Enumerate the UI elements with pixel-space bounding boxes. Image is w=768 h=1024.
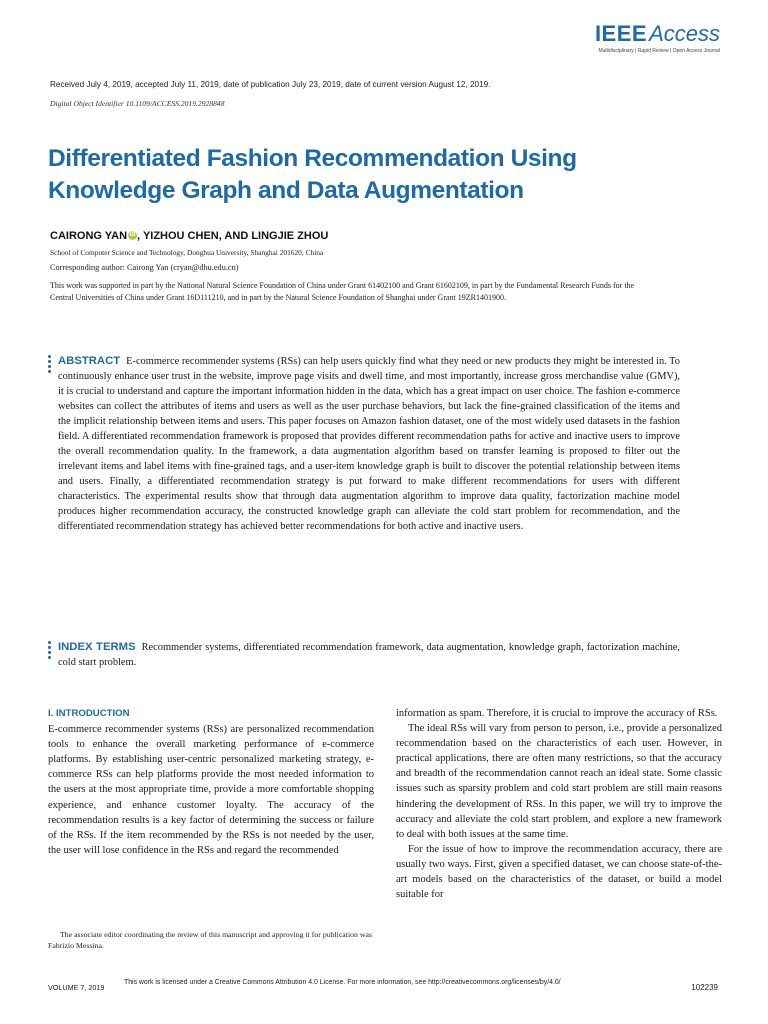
section-heading-introduction: I. INTRODUCTION <box>48 708 130 719</box>
footer-volume: VOLUME 7, 2019 <box>48 983 105 992</box>
orcid-icon[interactable]: iD <box>129 232 136 238</box>
journal-brand <box>595 22 720 46</box>
corresponding-author: Corresponding author: Cairong Yan (cryan@dhu.edu.cn) <box>50 263 239 272</box>
left-column <box>48 706 374 858</box>
funding-note: This work was supported in part by the National Natural Science Foundation of China under Grant 61402100 and Grant 61602109, in part by the Fundamental Research Funds for the Central Universities of China under Grant 16D111210, and in part by the Natural Science Foundation of Shanghai under Grant 19ZR1401900. <box>50 281 635 302</box>
doi: Digital Object Identifier 10.1109/ACCESS.2019.2928848 <box>50 99 225 108</box>
publication-dates: Received July 4, 2019, accepted July 11, 2019, date of publication July 23, 2019, date of current version August 12, 2019. <box>50 80 491 89</box>
abstract-marker-icon <box>48 355 52 375</box>
author-list <box>50 230 328 242</box>
footer-license: This work is licensed under a Creative Commons Attribution 4.0 License. For more information, see http://creativecommons.org/licenses/by/4.0/ <box>124 979 561 986</box>
other-authors: , YIZHOU CHEN, AND LINGJIE ZHOU <box>137 230 329 242</box>
index-terms-marker-icon <box>48 641 52 661</box>
abstract-text: E-commerce recommender systems (RSs) can help users quickly find what they need or new products they might be interested in. To continuously enhance user trust in the website, improve page visits and dwell time, and most importantly, increase gross merchandise value (GMV), it is crucial to understand and capture the important information hidden in the data, which has a great impact on user choice. The fashion e-commerce websites can collect the attributes of items and users as well as the user purchase behaviors, but lack the fine-grained classification of the items and the implicit relationship between items and users. This paper focuses on Amazon fashion dataset, one of the most widely used datasets in the fashion field. A differentiated recommendation framework is proposed that provides different recommendation paths for active and inactive users to improve the overall recommendation quality. In the framework, a data augmentation algorithm based on transfer learning is proposed to filter out the irrelevant items and label items with fine-grained tags, and a user-item knowledge graph is built to discover the potential relationship between items and users. Finally, a differentiated recommendation strategy is put forward to make different recommendations for users with different characteristics. The experimental results show that through data augmentation algorithm to improve data quality, factorization machine model produces higher recommendation accuracy, the constructed knowledge graph can alleviate the cold start problem for recommendation, and the differentiated recommendation strategy has achieved better recommendations for both active and inactive users. <box>58 356 680 532</box>
brand-ieee: IEEE <box>594 21 648 46</box>
paper-title <box>48 143 688 207</box>
index-terms-block <box>48 640 680 670</box>
footer-page-number: 102239 <box>691 983 718 992</box>
brand-access: Access <box>649 21 720 46</box>
abstract-heading: ABSTRACT <box>58 355 121 367</box>
index-terms-text: Recommender systems, differentiated recommendation framework, data augmentation, knowledge graph, factorization machine, cold start problem. <box>58 642 681 668</box>
intro-paragraph-2: The ideal RSs will vary from person to person, i.e., provide a personalized recommendation based on the characteristics of each user. However, in practical applications, there are often many restrictions, so that the accuracy and breadth of the recommendation cannot reach an ideal state. Some classic issues such as sparsity problem and cold start problem are still main reasons hindering the development of RSs. In this paper, we will try to improve the accuracy and alleviate the cold start problem, and explore a new framework to deal with both issues at the same time. <box>396 723 722 840</box>
right-column <box>396 706 722 902</box>
affiliation: School of Computer Science and Technology, Donghua University, Shanghai 201620, China <box>50 248 324 257</box>
journal-tagline: Multidisciplinary | Rapid Review | Open Access Journal <box>598 48 720 54</box>
intro-paragraph-1-continued: information as spam. Therefore, it is crucial to improve the accuracy of RSs. <box>396 708 718 719</box>
editor-footnote: The associate editor coordinating the review of this manuscript and approving it for publication was Fabrizio Messina. <box>48 930 372 950</box>
intro-paragraph-3: For the issue of how to improve the recommendation accuracy, there are usually two ways. First, given a specified dataset, we can choose state-of-the-art models based on the characteristics of the dataset, or build a model suitable for <box>396 843 722 901</box>
intro-paragraph-1: E-commerce recommender systems (RSs) are personalized recommendation tools to enhance the overall marketing performance of e-commerce platforms. By establishing user-centric personalized marketing strategy, e-commerce RSs can help platforms provide the most needed information to the users at the most appropriate time, provide a more comfortable shopping experience, and enhance customer loyalty. The accuracy of the recommendation results is a key factor of determining the success or failure of the RSs. If the item recommended by the RSs is not needed by the user, the user will lose confidence in the RSs and regard the recommended <box>48 724 374 856</box>
title-line-2: Knowledge Graph and Data Augmentation <box>48 177 524 204</box>
first-author: CAIRONG YAN <box>50 230 128 242</box>
journal-logo <box>595 22 720 55</box>
index-terms-heading: INDEX TERMS <box>58 641 136 653</box>
abstract-block <box>48 354 680 534</box>
title-line-1: Differentiated Fashion Recommendation Using <box>48 145 577 172</box>
